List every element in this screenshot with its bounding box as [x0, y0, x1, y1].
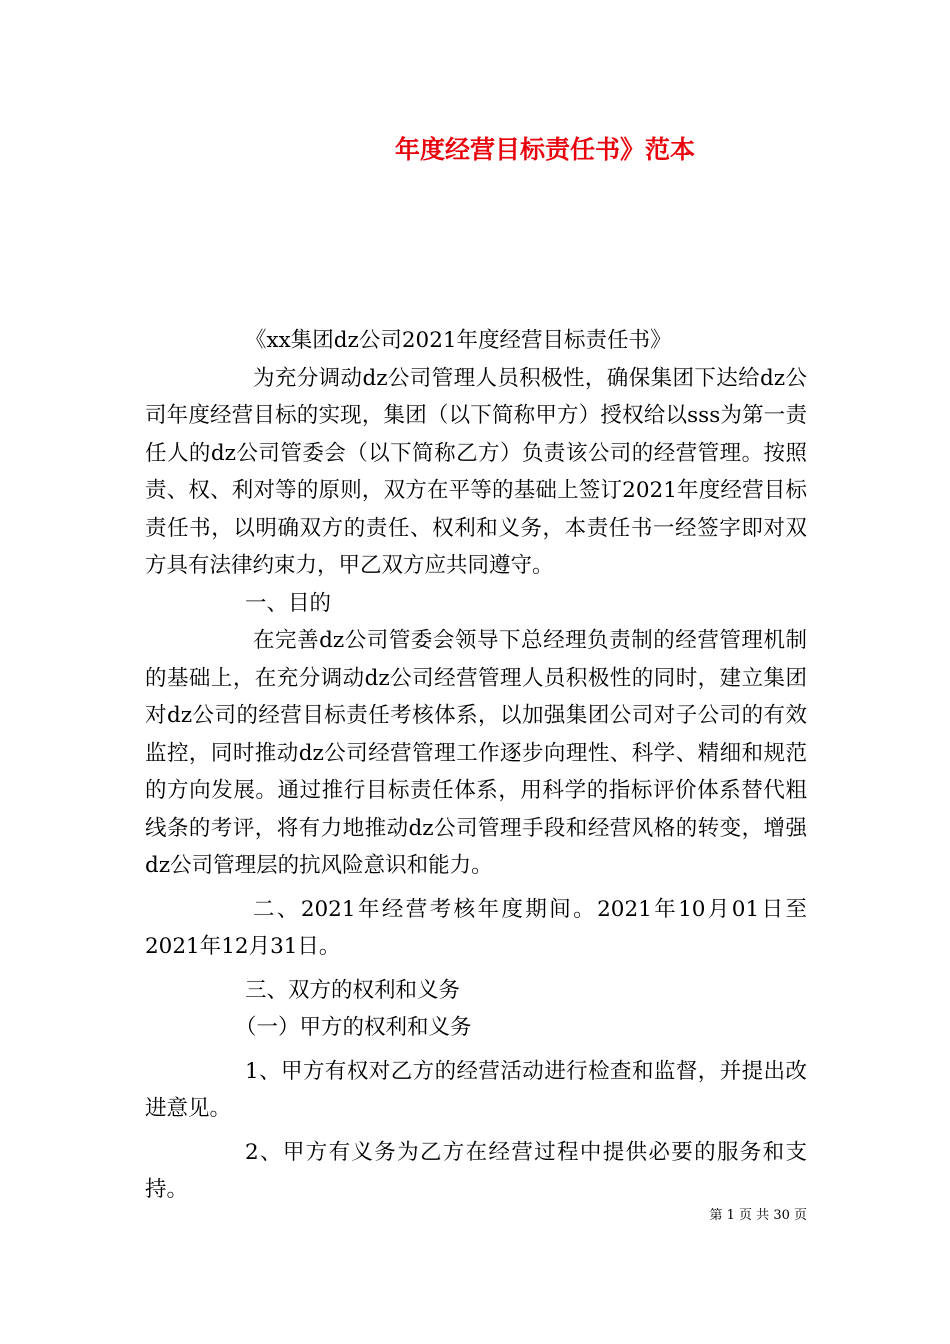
section-2-paragraph: 二、2021年经营考核年度期间。2021年10月01日至2021年12月31日。	[145, 896, 807, 959]
document-body	[145, 322, 807, 1209]
section-3-heading: 三、双方的权利和义务	[245, 977, 461, 1003]
section-1-body: 在完善dz公司管委会领导下总经理负责制的经营管理机制的基础上，在充分调动dz公司经营管理人员积极性的同时，建立集团对dz公司的经营目标责任考核体系，以加强集团公司对子公司的有效监控，同时推动dz公司经营管理工作逐步向理性、科学、精细和规范的方向发展。通过推行目标责任体系，用科学的指标评价体系替代粗线条的考评，将有力地推动dz公司管理手段和经营风格的转变，增强dz公司管理层的抗风险意识和能力。	[145, 628, 807, 878]
intro-paragraph: 为充分调动dz公司管理人员积极性，确保集团下达给dz公司年度经营目标的实现，集团（以下简称甲方）授权给以sss为第一责任人的dz公司管委会（以下简称乙方）负责该公司的经营管理。按照责、权、利对等的原则，双方在平等的基础上签订2021年度经营目标责任书，以明确双方的责任、权利和义务，本责任书一经签字即对双方具有法律约束力，甲乙双方应共同遵守。	[145, 365, 808, 578]
list-item-2: 2、甲方有义务为乙方在经营过程中提供必要的服务和支持。	[145, 1139, 807, 1202]
document-subtitle: 《xx集团dz公司2021年度经营目标责任书》	[245, 328, 672, 353]
page-number: 第 1 页 共 30 页	[709, 1208, 807, 1223]
section-1-heading: 一、目的	[245, 590, 332, 616]
section-3-subheading: （一）甲方的权利和义务	[235, 1015, 472, 1040]
list-item-1: 1、甲方有权对乙方的经营活动进行检查和监督，并提出改进意见。	[145, 1058, 807, 1121]
document-title: 年度经营目标责任书》范本	[394, 135, 695, 164]
